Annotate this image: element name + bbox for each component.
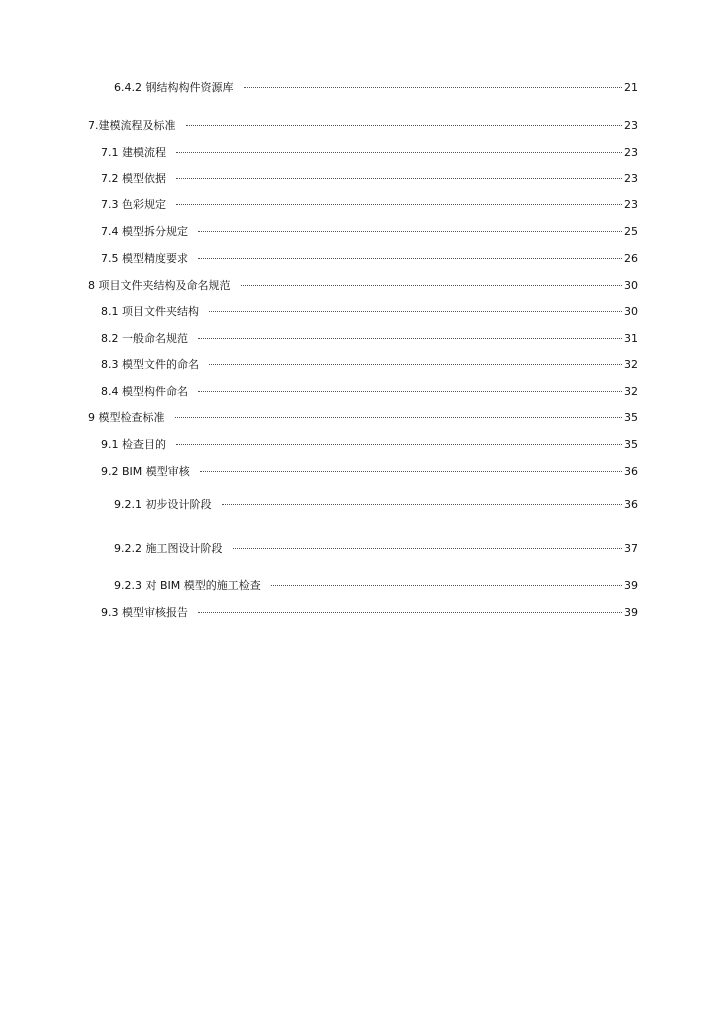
toc-entry-7-3[interactable]: [0, 198, 638, 212]
toc-entry-page: 21: [624, 81, 638, 94]
toc-leader-dots: [233, 548, 623, 549]
toc-entry-7-5[interactable]: [0, 252, 638, 266]
toc-entry-title: 6.4.2 钢结构构件资源库: [114, 81, 234, 94]
toc-entry-9[interactable]: [0, 411, 638, 425]
toc-leader-dots: [200, 471, 622, 472]
toc-entry-title: 8.1 项目文件夹结构: [101, 305, 199, 318]
toc-leader-dots: [198, 231, 622, 232]
toc-leader-dots: [175, 417, 623, 418]
toc-entry-page: 36: [624, 465, 638, 478]
toc-entry-page: 23: [624, 172, 638, 185]
toc-entry-9-1[interactable]: [0, 438, 638, 452]
toc-entry-title: 7.2 模型依据: [101, 172, 166, 185]
toc-entry-title: 8.3 模型文件的命名: [101, 358, 199, 371]
toc-entry-title: 7.3 色彩规定: [101, 198, 166, 211]
toc-entry-title: 7.1 建模流程: [101, 146, 166, 159]
toc-entry-page: 36: [624, 498, 638, 511]
toc-entry-title: 9.2.2 施工图设计阶段: [114, 542, 223, 555]
toc-entry-6-4-2[interactable]: [0, 81, 638, 95]
toc-leader-dots: [241, 285, 623, 286]
toc-leader-dots: [209, 311, 622, 312]
toc-leader-dots: [198, 338, 622, 339]
toc-entry-9-2-3[interactable]: [0, 579, 638, 593]
toc-entry-8-3[interactable]: [0, 358, 638, 372]
toc-entry-7[interactable]: [0, 119, 638, 133]
toc-entry-page: 39: [624, 606, 638, 619]
toc-entry-8-2[interactable]: [0, 332, 638, 346]
toc-entry-page: 35: [624, 438, 638, 451]
toc-entry-9-2-2[interactable]: [0, 542, 638, 556]
toc-entry-7-1[interactable]: [0, 146, 638, 160]
toc-entry-title: 9.2.3 对 BIM 模型的施工检查: [114, 579, 261, 592]
toc-entry-title: 8 项目文件夹结构及命名规范: [88, 279, 231, 292]
toc-entry-title: 9 模型检查标准: [88, 411, 165, 424]
toc-entry-8[interactable]: [0, 279, 638, 293]
toc-entry-7-2[interactable]: [0, 172, 638, 186]
toc-entry-title: 8.4 模型构件命名: [101, 385, 188, 398]
toc-leader-dots: [176, 152, 622, 153]
toc-entry-8-4[interactable]: [0, 385, 638, 399]
toc-entry-title: 9.2 BIM 模型审核: [101, 465, 190, 478]
toc-entry-7-4[interactable]: [0, 225, 638, 239]
toc-entry-9-2[interactable]: [0, 465, 638, 479]
toc-entry-page: 26: [624, 252, 638, 265]
toc-entry-page: 35: [624, 411, 638, 424]
toc-leader-dots: [198, 612, 622, 613]
toc-entry-title: 9.2.1 初步设计阶段: [114, 498, 212, 511]
toc-entry-page: 23: [624, 119, 638, 132]
toc-leader-dots: [176, 204, 622, 205]
toc-entry-title: 7.4 模型拆分规定: [101, 225, 188, 238]
toc-entry-page: 23: [624, 146, 638, 159]
toc-entry-page: 32: [624, 358, 638, 371]
toc-entry-page: 39: [624, 579, 638, 592]
toc-entry-page: 30: [624, 305, 638, 318]
toc-leader-dots: [222, 504, 623, 505]
toc-entry-9-3[interactable]: [0, 606, 638, 620]
toc-entry-9-2-1[interactable]: [0, 498, 638, 512]
toc-entry-page: 23: [624, 198, 638, 211]
toc-entry-page: 25: [624, 225, 638, 238]
toc-leader-dots: [244, 87, 623, 88]
toc-leader-dots: [176, 178, 622, 179]
toc-entry-title: 7.5 模型精度要求: [101, 252, 188, 265]
toc-leader-dots: [186, 125, 623, 126]
toc-entry-page: 37: [624, 542, 638, 555]
toc-leader-dots: [198, 391, 622, 392]
toc-entry-title: 9.1 检查目的: [101, 438, 166, 451]
toc-entry-title: 8.2 一般命名规范: [101, 332, 188, 345]
toc-entry-page: 31: [624, 332, 638, 345]
toc-leader-dots: [271, 585, 622, 586]
toc-leader-dots: [209, 364, 622, 365]
toc-entry-title: 7.建模流程及标准: [88, 119, 176, 132]
toc-leader-dots: [176, 444, 622, 445]
toc-leader-dots: [198, 258, 622, 259]
toc-entry-title: 9.3 模型审核报告: [101, 606, 188, 619]
toc-entry-page: 30: [624, 279, 638, 292]
toc-entry-page: 32: [624, 385, 638, 398]
toc-entry-8-1[interactable]: [0, 305, 638, 319]
